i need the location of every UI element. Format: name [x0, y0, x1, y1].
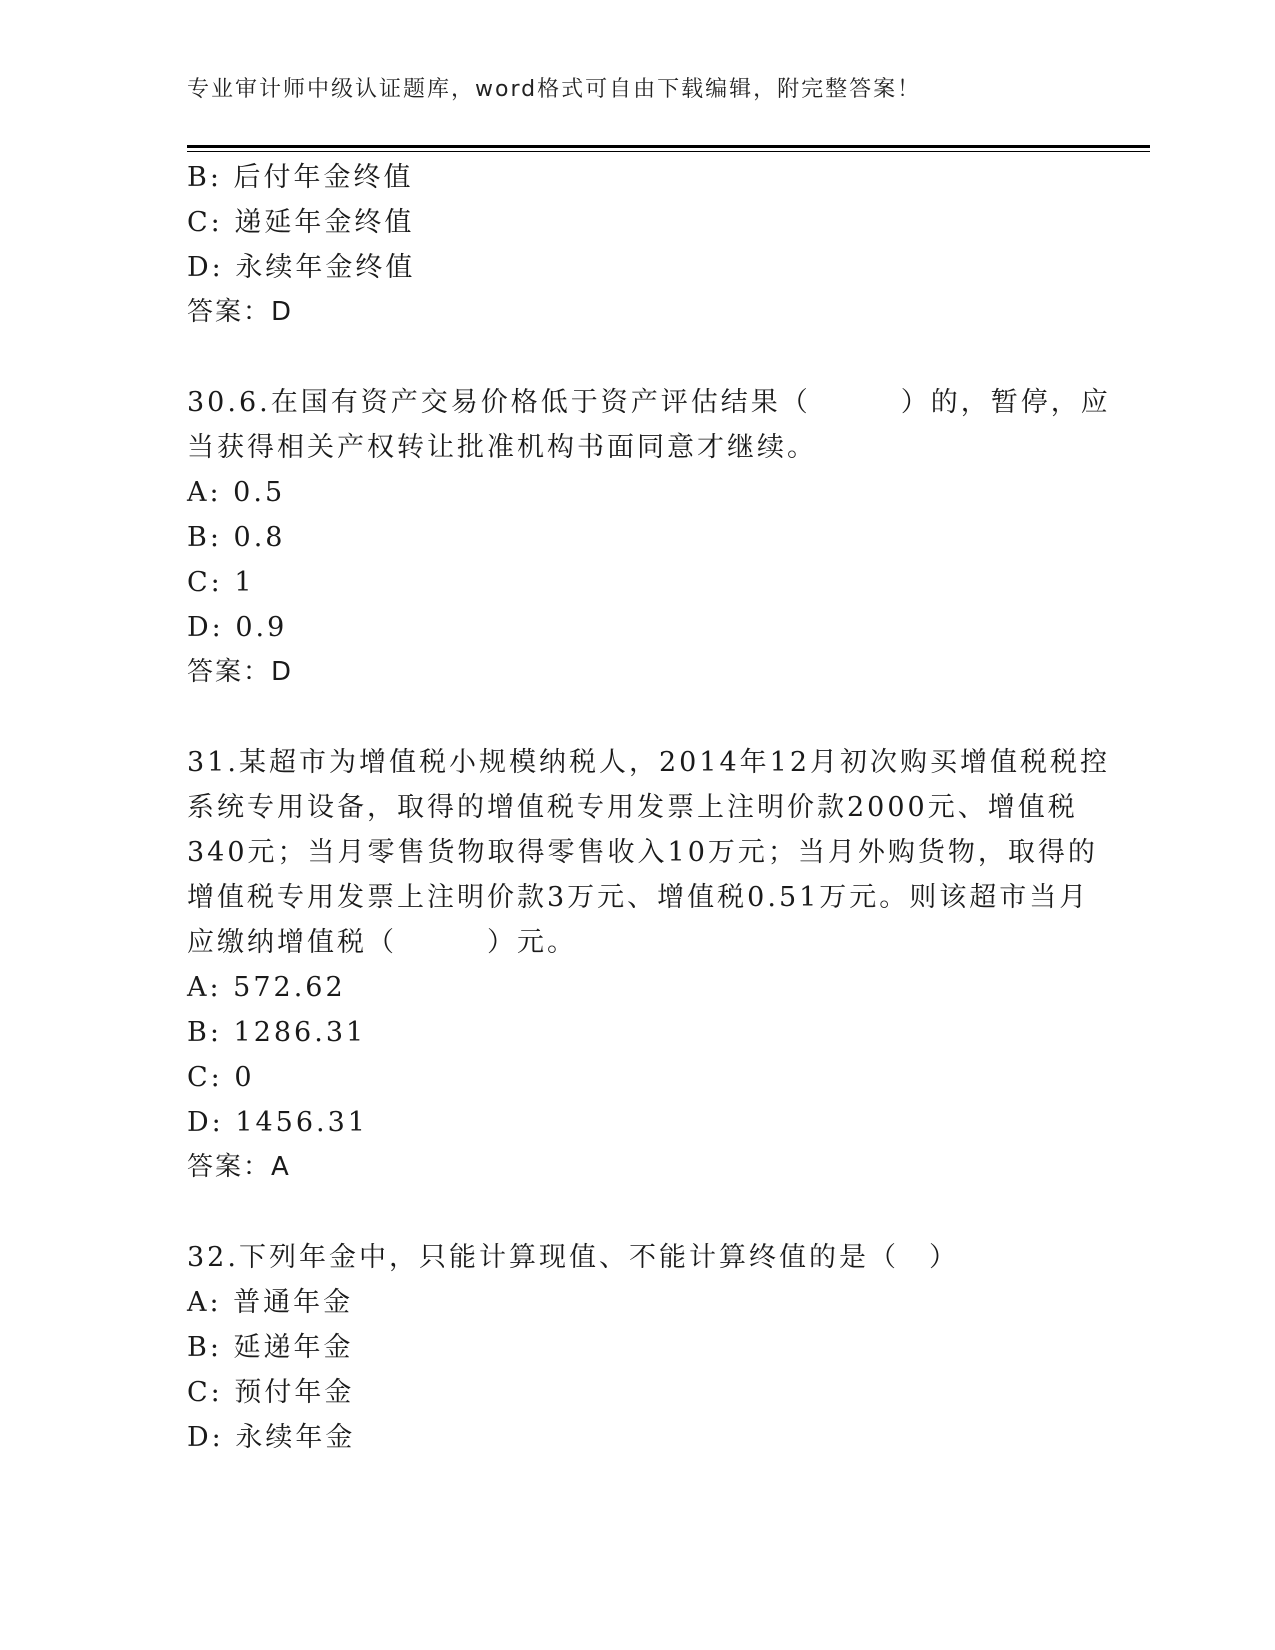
option-b: B: 延递年金 [187, 1332, 354, 1363]
option-c: C: 0 [187, 1062, 255, 1093]
question-stem-line: 应缴纳增值税（ ）元。 [187, 927, 577, 958]
option-a: A: 572.62 [187, 972, 346, 1003]
option-d: D: 0.9 [187, 612, 288, 643]
option-b: B: 1286.31 [187, 1017, 367, 1048]
header-rule-thick [187, 145, 1150, 148]
answer-label: 答案：D [187, 657, 294, 687]
question-stem-line: 系统专用设备，取得的增值税专用发票上注明价款2000元、增值税 [187, 792, 1078, 823]
header-rule-thin [187, 151, 1150, 152]
option-d: D: 永续年金 [187, 1422, 356, 1453]
question-content [187, 155, 1111, 1460]
spacer [187, 695, 1087, 740]
option-b: B: 0.8 [187, 522, 286, 553]
question-stem-line: 340元；当月零售货物取得零售收入10万元；当月外购货物，取得的 [187, 837, 1098, 868]
spacer [187, 335, 1087, 380]
question-32 [187, 1235, 1087, 1460]
option-a: A: 普通年金 [187, 1287, 354, 1318]
answer-label: 答案：D [187, 297, 294, 327]
question-stem-line: 30.6.在国有资产交易价格低于资产评估结果（ ）的，暂停，应 [187, 387, 1111, 418]
answer-label: 答案：A [187, 1152, 291, 1182]
option-d: D: 永续年金终值 [187, 252, 416, 283]
option-b: B: 后付年金终值 [187, 162, 414, 193]
page-header: 专业审计师中级认证题库，word格式可自由下载编辑，附完整答案！ [187, 77, 922, 102]
question-31 [187, 740, 1111, 1190]
question-stem-line: 32.下列年金中，只能计算现值、不能计算终值的是（ ） [187, 1242, 959, 1273]
question-stem-line: 31.某超市为增值税小规模纳税人，2014年12月初次购买增值税税控 [187, 747, 1111, 778]
option-c: C: 递延年金终值 [187, 207, 415, 238]
question-29-tail [187, 155, 1087, 335]
question-stem-line: 增值税专用发票上注明价款3万元、增值税0.51万元。则该超市当月 [187, 882, 1090, 913]
option-c: C: 预付年金 [187, 1377, 355, 1408]
spacer [187, 1190, 1087, 1235]
option-d: D: 1456.31 [187, 1107, 368, 1138]
option-c: C: 1 [187, 567, 255, 598]
question-stem-line: 当获得相关产权转让批准机构书面同意才继续。 [187, 432, 817, 463]
option-a: A: 0.5 [187, 477, 286, 508]
question-30 [187, 380, 1111, 695]
